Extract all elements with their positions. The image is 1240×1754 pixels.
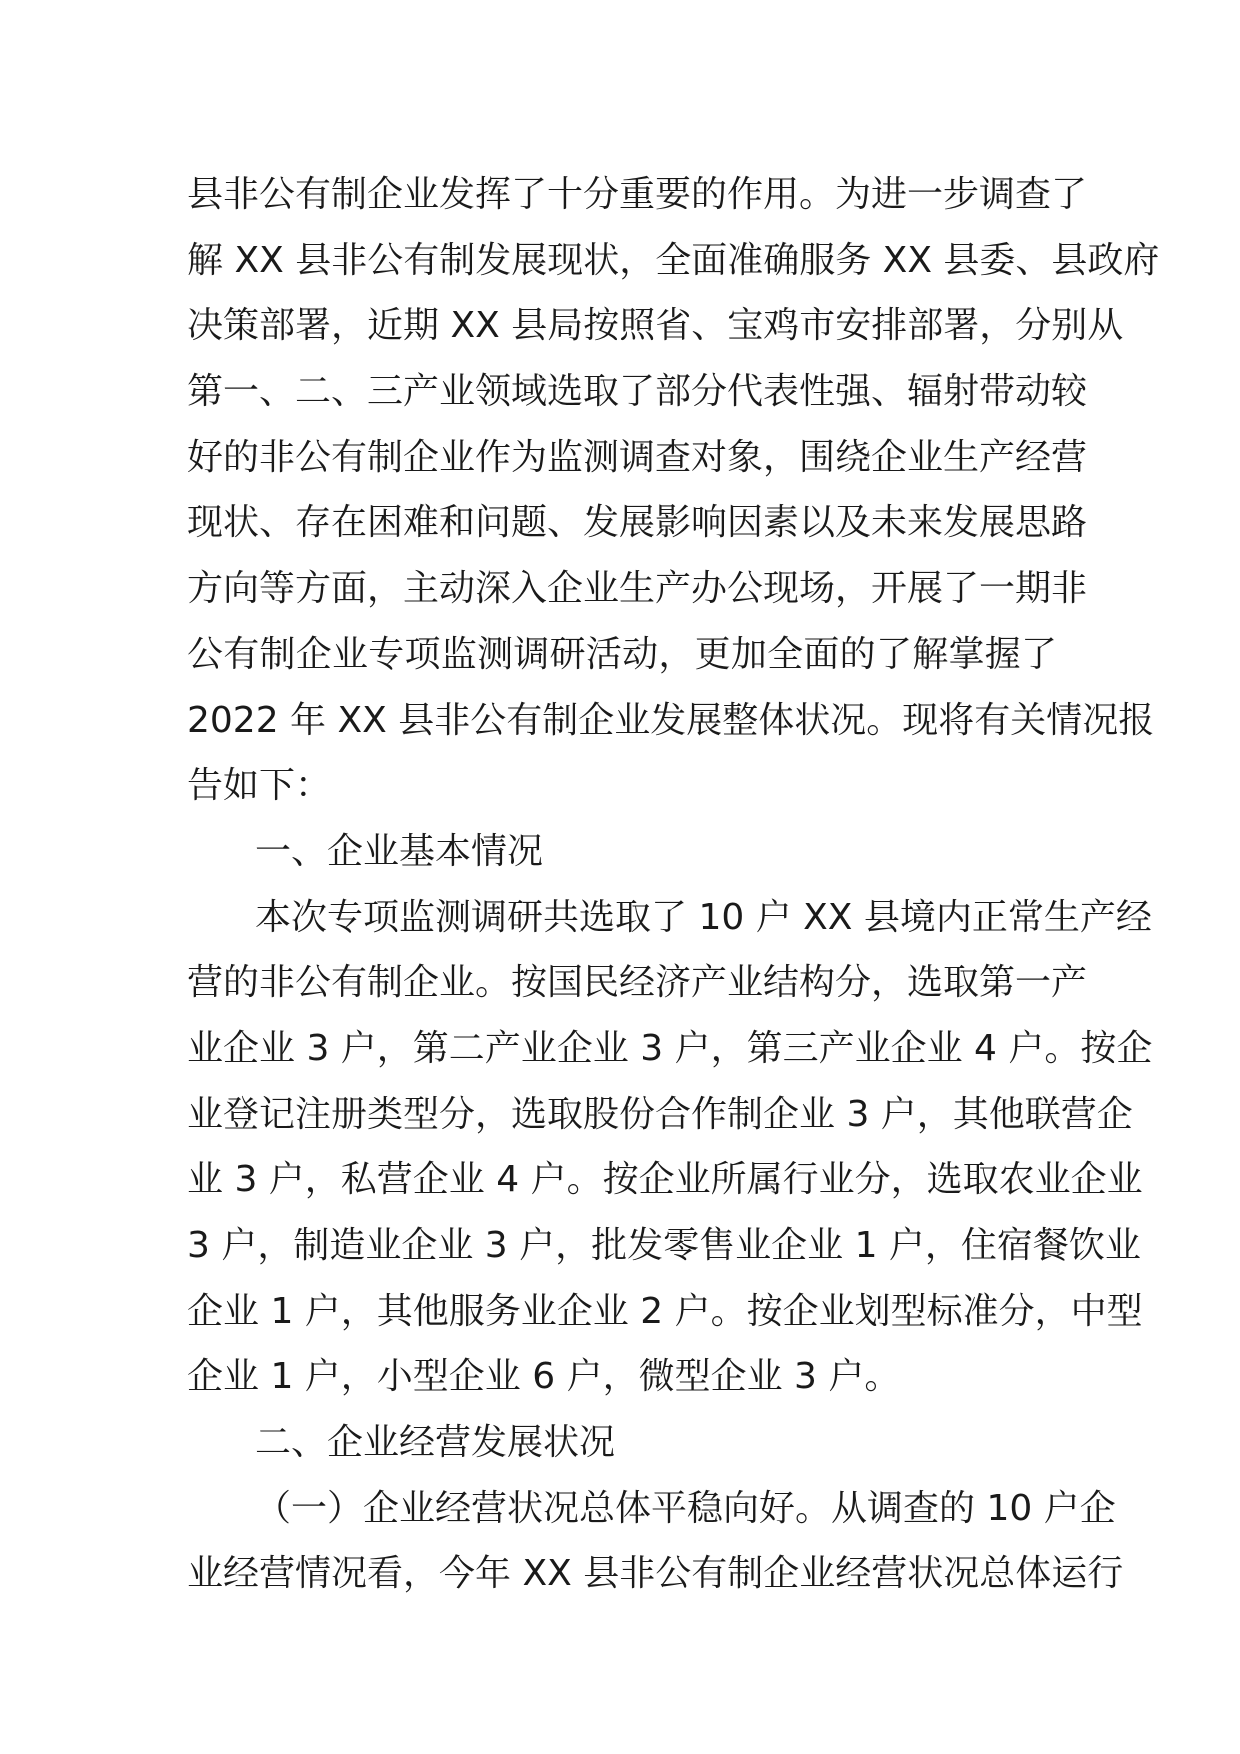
- paragraph-intro: [187, 162, 1160, 819]
- text-line: 县非公有制企业发挥了十分重要的作用。为进一步调查了: [187, 174, 1088, 215]
- text-line: 业 3 户，私营企业 4 户。按企业所属行业分，选取农业企业: [187, 1159, 1143, 1201]
- document-body: [187, 162, 1160, 1607]
- text-line: 营的非公有制企业。按国民经济产业结构分，选取第一产: [187, 962, 1088, 1004]
- paragraph-basic-info: [187, 885, 1153, 1411]
- text-line: 好的非公有制企业作为监测调查对象，围绕企业生产经营: [187, 436, 1088, 478]
- text-line: 第一、二、三产业领域选取了部分代表性强、辐射带动较: [187, 371, 1088, 413]
- text-line: 2022 年 XX 县非公有制企业发展整体状况。现将有关情况报: [187, 699, 1155, 741]
- text-line: 企业 1 户，其他服务业企业 2 户。按企业划型标准分，中型: [187, 1290, 1143, 1332]
- text-line: 业经营情况看，今年 XX 县非公有制企业经营状况总体运行: [187, 1553, 1124, 1595]
- heading-text: 二、企业经营发展状况: [255, 1422, 616, 1464]
- text-line: 公有制企业专项监测调研活动，更加全面的了解掌握了: [187, 633, 1057, 675]
- text-line: 业企业 3 户，第二产业企业 3 户，第三产业企业 4 户。按企: [187, 1027, 1153, 1069]
- paragraph-operations: [187, 1476, 1124, 1607]
- text-line: （一）企业经营状况总体平稳向好。从调查的 10 户企: [255, 1487, 1116, 1529]
- section-heading-basic-info: [187, 819, 1057, 885]
- heading-text: 一、企业基本情况: [255, 830, 544, 872]
- text-line: 业登记注册类型分，选取股份合作制企业 3 户，其他联营企: [187, 1093, 1133, 1135]
- text-line: 解 XX 县非公有制发展现状，全面准确服务 XX 县委、县政府: [187, 239, 1160, 281]
- text-line: 决策部署，近期 XX 县局按照省、宝鸡市安排部署，分别从: [187, 305, 1124, 347]
- text-line: 本次专项监测调研共选取了 10 户 XX 县境内正常生产经: [255, 896, 1152, 938]
- text-line: 现状、存在困难和问题、发展影响因素以及未来发展思路: [187, 502, 1088, 544]
- text-line: 告如下：: [187, 765, 332, 807]
- text-line: 企业 1 户，小型企业 6 户，微型企业 3 户。: [187, 1356, 901, 1398]
- section-heading-operations: [187, 1410, 1057, 1476]
- text-line: 方向等方面，主动深入企业生产办公现场，开展了一期非: [187, 568, 1088, 610]
- text-line: 3 户，制造业企业 3 户，批发零售业企业 1 户，住宿餐饮业: [187, 1225, 1141, 1266]
